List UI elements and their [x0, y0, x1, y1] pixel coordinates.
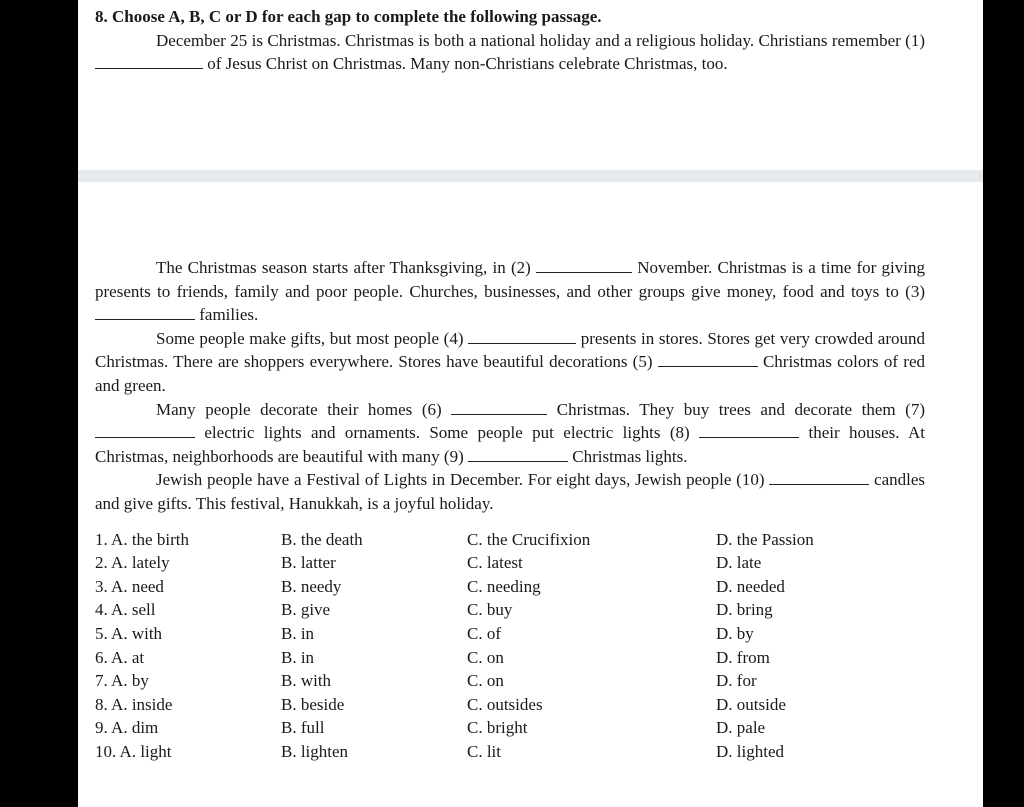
paragraph-4 [95, 398, 925, 469]
option-a: 4. A. sell [95, 600, 156, 620]
option-d: D. pale [716, 718, 766, 738]
option-row [95, 646, 925, 670]
p4-text-3: electric lights and ornaments. Some people put electric lights (8) [195, 423, 700, 443]
option-a: 3. A. need [95, 576, 164, 596]
option-c: C. bright [467, 718, 528, 738]
gap-7 [95, 422, 195, 438]
option-c: C. lit [467, 741, 502, 761]
page-bottom [78, 182, 983, 807]
paragraph-3 [95, 327, 925, 398]
p4-text-4: their houses. At Christmas, neighborhoods are beautiful with many (9) [95, 423, 925, 466]
option-a: 5. A. with [95, 623, 163, 643]
intro-paragraph [95, 29, 925, 76]
option-row [95, 575, 925, 599]
gap-8 [699, 422, 799, 438]
option-c: C. of [467, 623, 501, 643]
p5-text-2: candles and give gifts. This festival, Hanukkah, is a joyful holiday. [95, 470, 925, 513]
paragraph-2 [95, 256, 925, 327]
option-row [95, 740, 925, 764]
paragraph-5 [95, 468, 925, 515]
exercise-header [95, 5, 925, 76]
option-a: 7. A. by [95, 671, 149, 691]
option-a: 2. A. lately [95, 553, 170, 573]
option-d: D. lighted [716, 741, 784, 761]
option-b: B. lighten [281, 741, 349, 761]
option-row [95, 551, 925, 575]
gap-4 [468, 328, 576, 344]
option-d: D. needed [716, 576, 785, 596]
p3-text-1: Some people make gifts, but most people (4) [156, 328, 469, 348]
option-d: D. outside [716, 694, 786, 714]
option-a: 10. A. light [95, 741, 172, 761]
option-c: C. the Crucifixion [467, 529, 591, 549]
option-b: B. in [281, 623, 315, 643]
option-row [95, 716, 925, 740]
intro-text-1: December 25 is Christmas. Christmas is both a national holiday and a religious holiday. Christians remember (1) [156, 30, 925, 50]
answer-options [95, 528, 925, 764]
option-a: 8. A. inside [95, 694, 173, 714]
gap-9 [468, 446, 568, 462]
gap-1 [95, 53, 203, 69]
option-row [95, 669, 925, 693]
option-b: B. with [281, 671, 332, 691]
option-b: B. latter [281, 553, 336, 573]
option-b: B. needy [281, 576, 342, 596]
option-d: D. from [716, 647, 770, 667]
gap-2 [536, 257, 632, 273]
p3-text-2: presents in stores. Stores get very crowded around Christmas. There are shoppers everywhere. Stores have beautiful decorations (5) [95, 328, 925, 372]
p4-text-1: Many people decorate their homes (6) [156, 399, 452, 419]
option-c: C. latest [467, 553, 523, 573]
option-c: C. outsides [467, 694, 543, 714]
p4-text-5: Christmas lights. [567, 446, 688, 466]
option-a: 9. A. dim [95, 718, 159, 738]
passage [95, 256, 925, 763]
option-c: C. on [467, 647, 504, 667]
option-c: C. buy [467, 600, 513, 620]
option-a: 1. A. the birth [95, 529, 189, 549]
p2-text-1: The Christmas season starts after Thanksgiving, in (2) [156, 258, 537, 277]
gap-3 [95, 304, 195, 320]
option-b: B. give [281, 600, 331, 620]
option-b: B. full [281, 718, 325, 738]
option-d: D. for [716, 671, 757, 691]
gap-6 [451, 399, 547, 415]
p5-text-1: Jewish people have a Festival of Lights in December. For eight days, Jewish people (10) [156, 470, 770, 490]
p2-text-3: families. [195, 305, 259, 325]
option-c: C. on [467, 671, 504, 691]
option-d: D. by [716, 623, 754, 643]
p2-text-2: November. Christmas is a time for giving presents to friends, family and poor people. Churches, businesses, and other groups give money, food and toys to (3) [95, 258, 925, 301]
intro-text-2: of Jesus Christ on Christmas. Many non-Christians celebrate Christmas, too. [203, 54, 728, 74]
option-b: B. the death [281, 529, 363, 549]
p4-text-2: Christmas. They buy trees and decorate them (7) [547, 399, 925, 419]
option-c: C. needing [467, 576, 541, 596]
option-row [95, 528, 925, 552]
option-row [95, 693, 925, 717]
exercise-heading: 8. Choose A, B, C or D for each gap to complete the following passage. [95, 7, 602, 26]
option-b: B. in [281, 647, 315, 667]
option-d: D. the Passion [716, 529, 814, 549]
option-b: B. beside [281, 694, 345, 714]
option-d: D. late [716, 553, 762, 573]
option-row [95, 598, 925, 622]
p3-text-3: Christmas colors of red and green. [95, 352, 925, 395]
page-separator [78, 170, 983, 182]
page-top [78, 0, 983, 170]
option-a: 6. A. at [95, 647, 145, 667]
option-row [95, 622, 925, 646]
option-d: D. bring [716, 600, 773, 620]
gap-5 [658, 351, 758, 367]
gap-10 [769, 469, 869, 485]
